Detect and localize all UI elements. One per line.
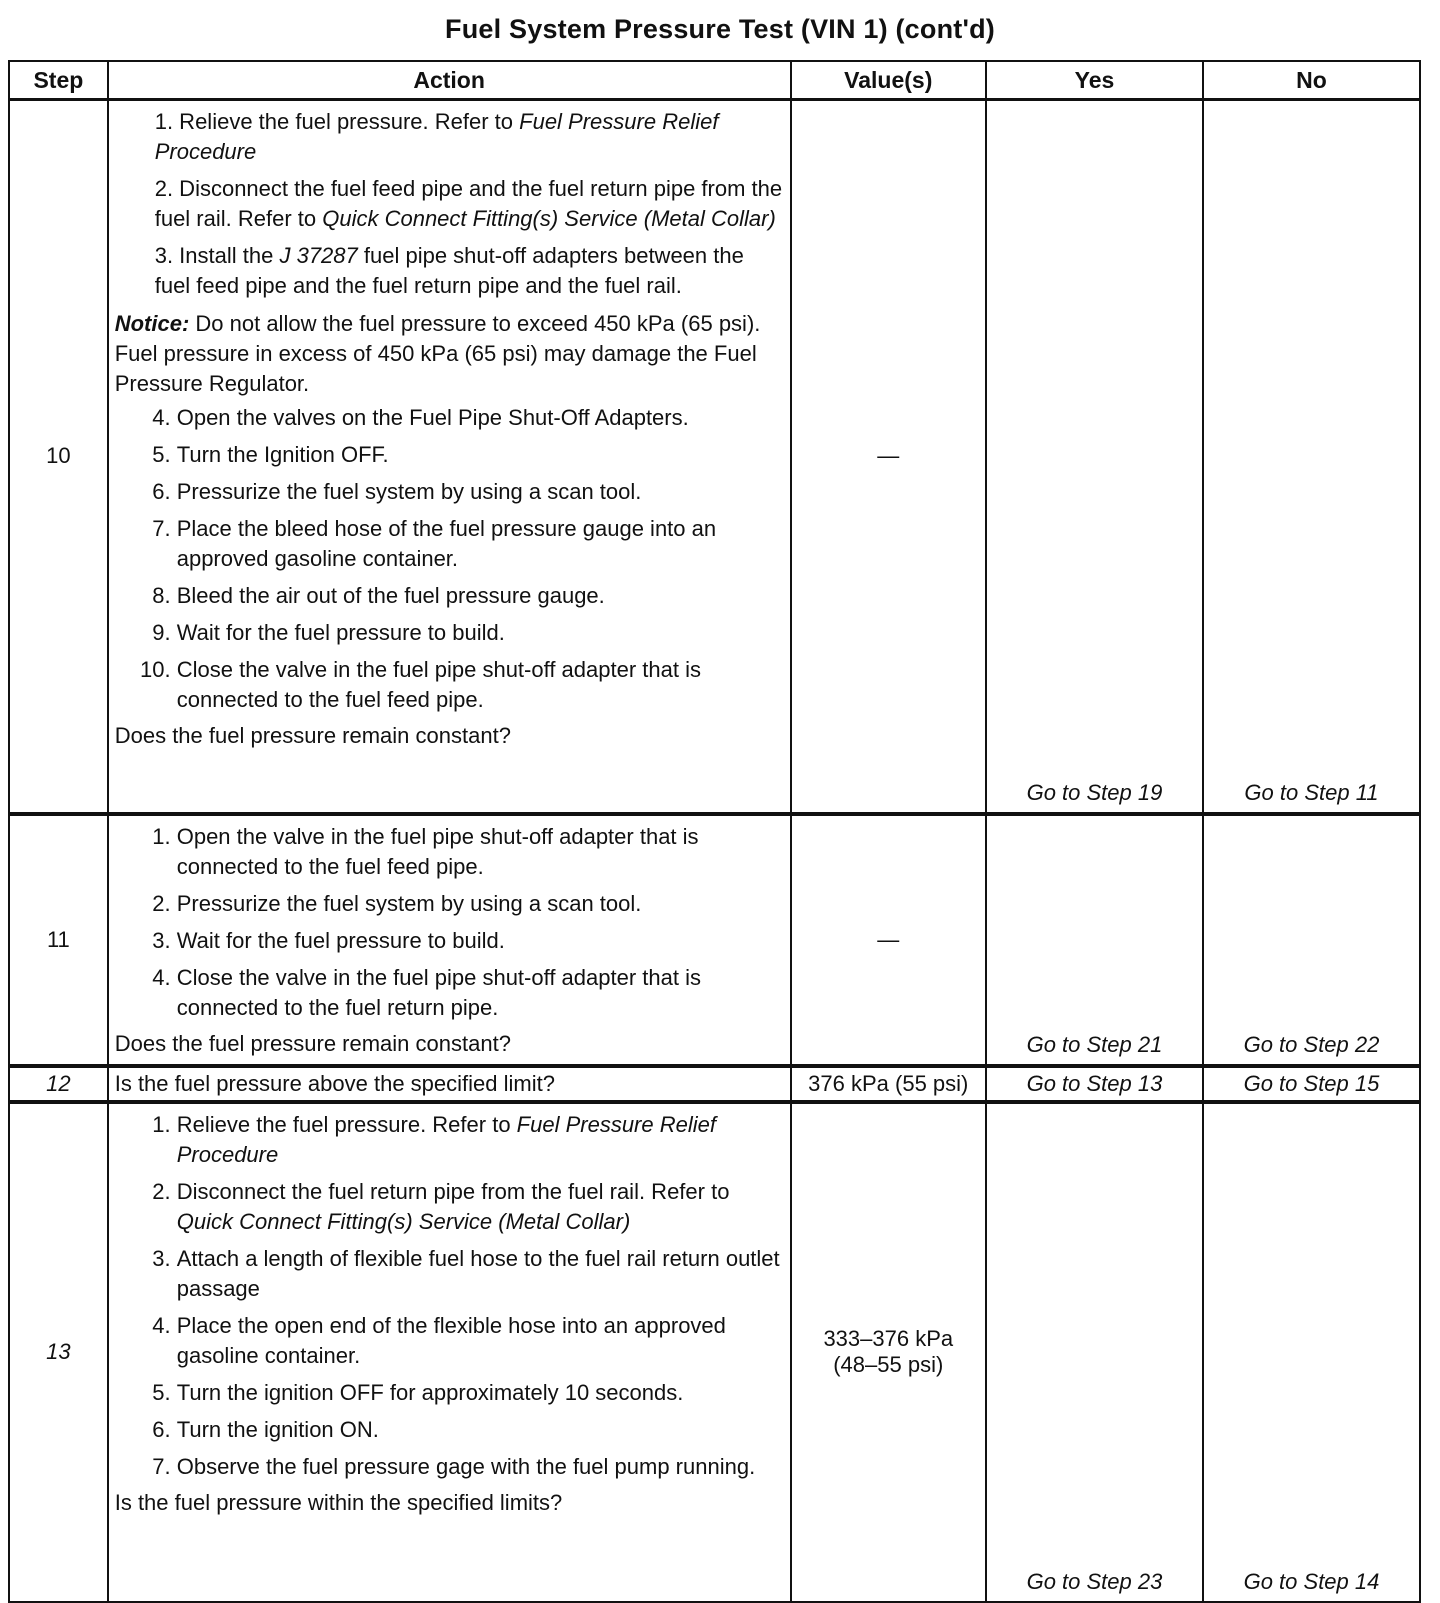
- reference-link-text: Fuel Pressure Relief Procedure: [154, 109, 719, 164]
- value-cell: 376 kPa (55 psi): [791, 1066, 986, 1102]
- table-row-step-12: [9, 1066, 1420, 1102]
- list-item: 2. Disconnect the fuel feed pipe and the fuel return pipe from the fuel rail. Refer to Quick Connect Fitting(s) Service (Metal Collar): [154, 176, 783, 231]
- step-number: 10: [9, 100, 108, 814]
- action-cell: [108, 814, 791, 1066]
- no-cell: Go to Step 11: [1203, 100, 1420, 814]
- step-number: 13: [9, 1102, 108, 1602]
- list-item: 9. Wait for the fuel pressure to build.: [177, 618, 784, 648]
- question-text: Does the fuel pressure remain constant?: [114, 723, 511, 748]
- reference-link-text: Quick Connect Fitting(s) Service (Metal Collar): [176, 1208, 631, 1234]
- yes-cell: Go to Step 21: [986, 814, 1203, 1066]
- list-item: 3. Install the J 37287 fuel pipe shut-off adapters between the fuel feed pipe and the fuel return pipe and the fuel rail.: [154, 243, 744, 298]
- header-no: No: [1203, 61, 1420, 100]
- header-values: Value(s): [791, 61, 986, 100]
- list-item: 1. Open the valve in the fuel pipe shut-off adapter that is connected to the fuel feed pipe.: [177, 822, 784, 882]
- no-cell: Go to Step 15: [1203, 1066, 1420, 1102]
- reference-link-text: Quick Connect Fitting(s) Service (Metal Collar): [322, 206, 776, 231]
- list-item: 7. Observe the fuel pressure gage with the fuel pump running.: [177, 1452, 784, 1482]
- list-item: 5. Turn the Ignition OFF.: [177, 440, 784, 470]
- action-cell: [108, 1102, 791, 1602]
- question-text: Does the fuel pressure remain constant?: [114, 1030, 511, 1056]
- yes-cell: Go to Step 19: [986, 100, 1203, 814]
- step-number: 12: [9, 1066, 108, 1102]
- header-action: Action: [108, 61, 791, 100]
- value-line: (48–55 psi): [833, 1352, 944, 1377]
- yes-cell: Go to Step 13: [986, 1066, 1203, 1102]
- no-cell: Go to Step 14: [1203, 1102, 1420, 1602]
- list-item: 2. Disconnect the fuel return pipe from the fuel rail. Refer to Quick Connect Fitting(s) Service (Metal Collar): [177, 1177, 784, 1237]
- action-list: [115, 822, 784, 1023]
- list-item: 10. Close the valve in the fuel pipe shut-off adapter that is connected to the fuel feed pipe.: [177, 655, 784, 715]
- table-row-step-10: [9, 100, 1420, 814]
- value-line: 333–376 kPa: [823, 1326, 954, 1351]
- list-item: 6. Pressurize the fuel system by using a scan tool.: [177, 477, 784, 507]
- table-row-step-11: [9, 814, 1420, 1066]
- header-yes: Yes: [986, 61, 1203, 100]
- action-cell: [108, 100, 791, 814]
- page-title: Fuel System Pressure Test (VIN 1) (cont'd): [445, 14, 995, 44]
- value-cell: —: [791, 100, 986, 814]
- yes-cell: Go to Step 23: [986, 1102, 1203, 1602]
- list-item: 4. Close the valve in the fuel pipe shut-off adapter that is connected to the fuel return pipe.: [177, 963, 784, 1023]
- notice-text: Notice: Do not allow the fuel pressure to exceed 450 kPa (65 psi). Fuel pressure in excess of 450 kPa (65 psi) may damage the Fuel Pressure Regulator.: [114, 311, 761, 396]
- list-item: 2. Pressurize the fuel system by using a scan tool.: [177, 889, 784, 919]
- tool-number: J 37287: [279, 243, 358, 268]
- question-text: Is the fuel pressure above the specified limit?: [114, 1070, 555, 1096]
- action-list: [115, 1110, 784, 1482]
- list-item: 8. Bleed the air out of the fuel pressure gauge.: [177, 581, 784, 611]
- table-row-step-13: [9, 1102, 1420, 1602]
- list-item: 5. Turn the ignition OFF for approximately 10 seconds.: [177, 1378, 784, 1408]
- list-item: 6. Turn the ignition ON.: [177, 1415, 784, 1445]
- step-number: 11: [9, 814, 108, 1066]
- question-text: Is the fuel pressure within the specified limits?: [114, 1489, 563, 1515]
- reference-link-text: Fuel Pressure Relief Procedure: [176, 1111, 716, 1167]
- procedure-table: [8, 60, 1421, 1603]
- list-item: 3. Wait for the fuel pressure to build.: [177, 926, 784, 956]
- table-header: [9, 61, 1420, 100]
- list-item: 3. Attach a length of flexible fuel hose to the fuel rail return outlet passage: [177, 1244, 784, 1304]
- notice-label: Notice:: [114, 311, 190, 336]
- list-item: 4. Open the valves on the Fuel Pipe Shut-Off Adapters.: [177, 403, 784, 433]
- list-item: 7. Place the bleed hose of the fuel pressure gauge into an approved gasoline container.: [177, 514, 784, 574]
- list-item: 1. Relieve the fuel pressure. Refer to Fuel Pressure Relief Procedure: [177, 1110, 784, 1170]
- value-cell: —: [791, 814, 986, 1066]
- value-cell: [791, 1102, 986, 1602]
- list-item: 4. Place the open end of the flexible hose into an approved gasoline container.: [177, 1311, 784, 1371]
- list-item: 1. Relieve the fuel pressure. Refer to Fuel Pressure Relief Procedure: [154, 109, 719, 164]
- header-step: Step: [9, 61, 108, 100]
- no-cell: Go to Step 22: [1203, 814, 1420, 1066]
- action-cell: [108, 1066, 791, 1102]
- action-list: [115, 403, 784, 715]
- action-list: [115, 107, 784, 301]
